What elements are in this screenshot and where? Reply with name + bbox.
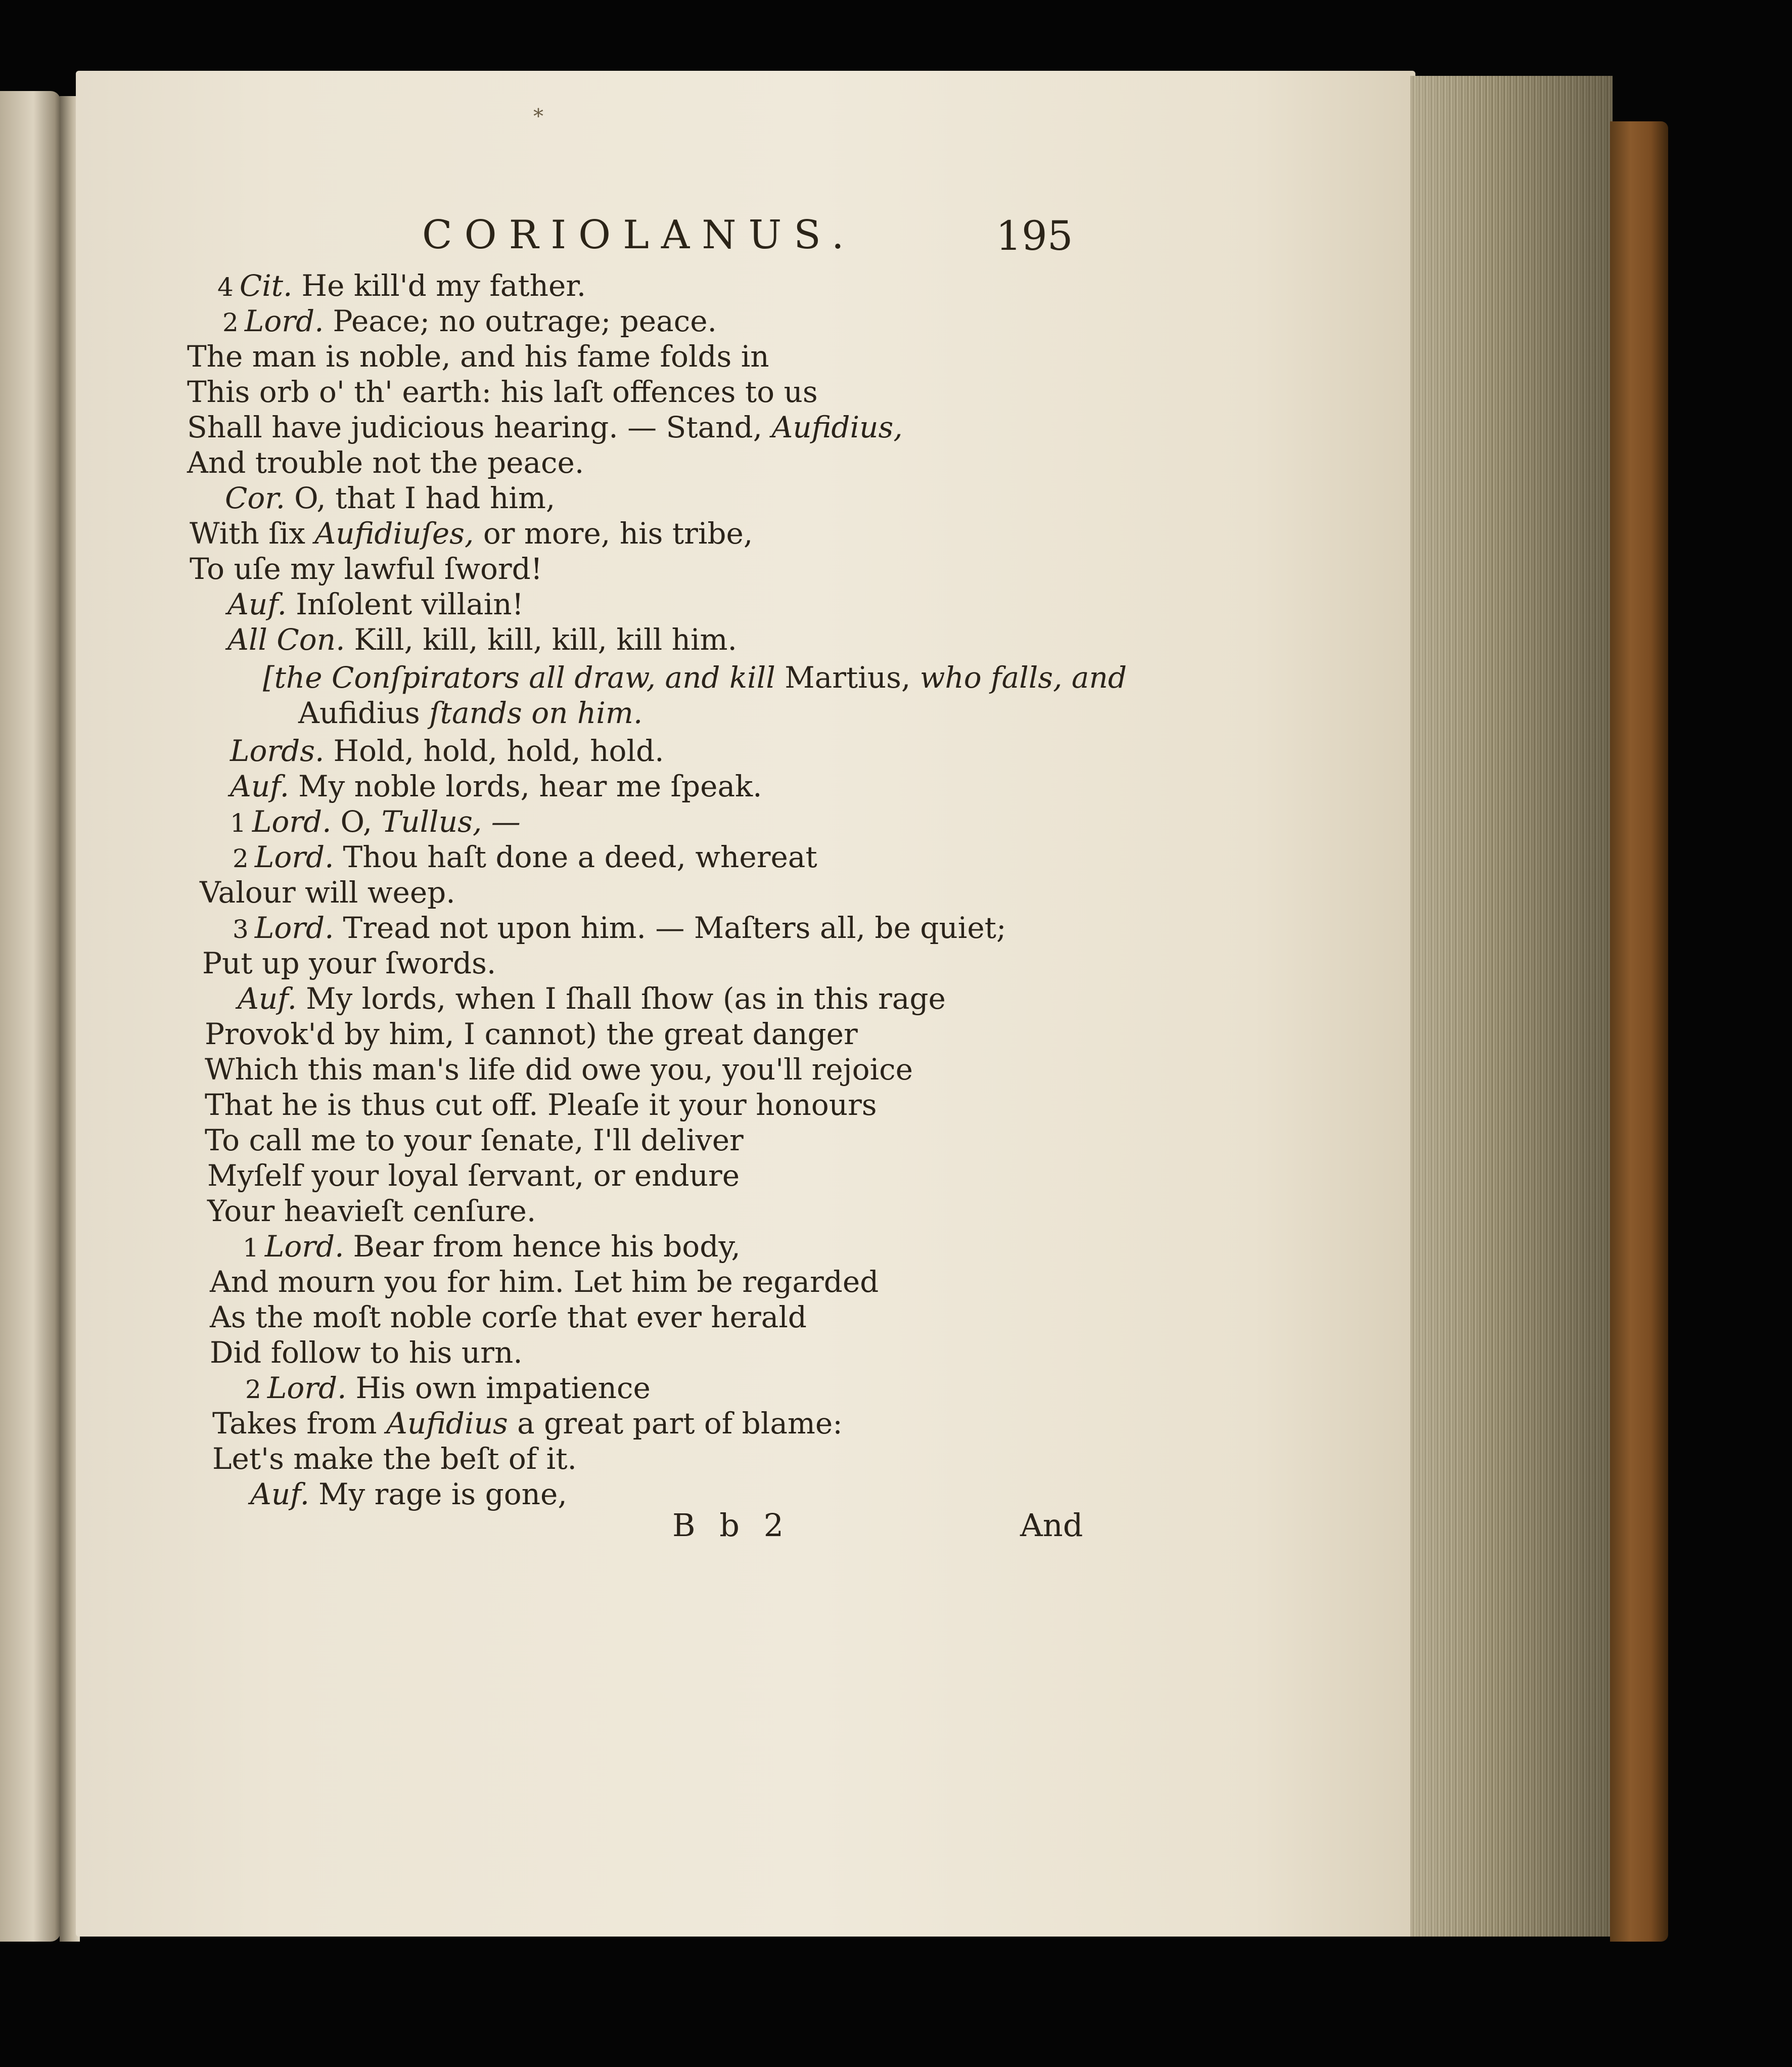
stage-direction: [the Conſpirators all draw, and kill Martius, who falls, and: [263, 660, 1127, 695]
text-line: All Con. Kill, kill, kill, kill, kill him.: [227, 622, 737, 657]
speaker: Auf.: [250, 1477, 310, 1511]
text-line: Cor. O, that I had him,: [225, 481, 556, 515]
text-line: 2 Lord. His own impatience: [245, 1371, 651, 1405]
speaker: Lord.: [264, 1229, 344, 1264]
text-line: Takes from Aufidius a great part of blame:: [212, 1406, 843, 1441]
speaker: All Con.: [227, 622, 345, 657]
text-line: Provok'd by him, I cannot) the great danger: [205, 1017, 858, 1051]
ink-mark: ⁎: [533, 99, 543, 122]
text-line: To call me to your ſenate, I'll deliver: [205, 1123, 744, 1157]
text-line: 2 Lord. Thou haſt done a deed, whereat: [233, 840, 817, 874]
running-title: CORIOLANUS.: [422, 212, 856, 258]
text-line: And trouble not the peace.: [187, 445, 584, 480]
text-line: Lords. Hold, hold, hold, hold.: [230, 734, 664, 768]
text-line: Let's make the beſt of it.: [212, 1442, 577, 1476]
speaker: Lords.: [230, 734, 325, 768]
text-line: Valour will weep.: [200, 875, 455, 910]
text-line: Auf. Inſolent villain!: [227, 587, 524, 621]
leather-cover: [1610, 121, 1668, 1942]
catchword: And: [1020, 1507, 1083, 1544]
text-line: Myſelf your loyal ſervant, or endure: [207, 1158, 740, 1193]
text-line: 4 Cit. He kill'd my father.: [217, 268, 586, 303]
text-line: Auf. My noble lords, hear me ſpeak.: [230, 769, 762, 803]
page-number: 195: [996, 212, 1073, 259]
speaker: Auf.: [227, 587, 287, 621]
facing-page-edge: [0, 91, 61, 1942]
speaker: Lord.: [244, 304, 324, 338]
speaker: Auf.: [238, 981, 297, 1016]
text-line: 3 Lord. Tread not upon him. — Maſters all, be quiet;: [233, 911, 1006, 945]
text-line: 1 Lord. Bear from hence his body,: [243, 1229, 741, 1264]
text-line: 1 Lord. O, Tullus, —: [230, 804, 521, 839]
text-line: Auf. My lords, when I ſhall ſhow (as in this rage: [238, 981, 946, 1016]
text-line: That he is thus cut off. Pleaſe it your honours: [205, 1088, 877, 1122]
text-line: Your heavieſt cenſure.: [207, 1194, 536, 1228]
text-line: Auf. My rage is gone,: [250, 1477, 567, 1511]
text-line: This orb o' th' earth: his laſt offences to us: [187, 375, 818, 409]
speaker: Lord.: [267, 1371, 347, 1405]
speaker: Auf.: [230, 769, 290, 803]
text-line: With ſix Aufidiuſes, or more, his tribe,: [190, 516, 753, 551]
text-line: 2 Lord. Peace; no outrage; peace.: [222, 304, 717, 338]
speaker: Lord.: [254, 840, 334, 874]
text-line: The man is noble, and his fame folds in: [187, 339, 769, 374]
speaker: Cor.: [225, 481, 286, 515]
speaker: Cit.: [239, 268, 293, 303]
signature-mark: B b 2: [672, 1507, 791, 1544]
text-line: Did follow to his urn.: [210, 1335, 523, 1370]
text-line: To uſe my lawful ſword!: [190, 552, 543, 586]
text-line: Put up your ſwords.: [202, 946, 496, 980]
fore-edge: [1410, 76, 1613, 1937]
speaker: Lord.: [254, 911, 334, 945]
stage-direction: Aufidius ſtands on him.: [298, 696, 643, 730]
text-line: Shall have judicious hearing. — Stand, Aufidius,: [187, 410, 903, 444]
text-line: And mourn you for him. Let him be regarded: [210, 1265, 879, 1299]
text-line: As the moſt noble corſe that ever herald: [210, 1300, 807, 1334]
text-line: Which this man's life did owe you, you'll rejoice: [205, 1052, 913, 1087]
speaker: Lord.: [252, 804, 332, 839]
